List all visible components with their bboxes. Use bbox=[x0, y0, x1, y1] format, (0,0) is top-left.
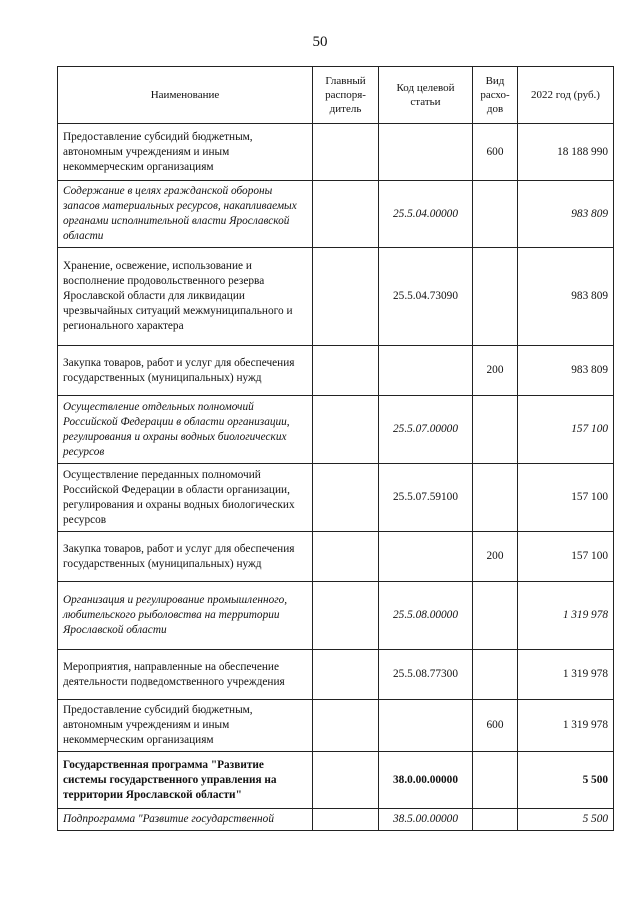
table-row bbox=[58, 248, 614, 346]
table-row bbox=[58, 464, 614, 532]
cell-manager bbox=[313, 532, 379, 582]
table-row bbox=[58, 752, 614, 809]
cell-vr bbox=[473, 181, 518, 248]
table-row bbox=[58, 582, 614, 650]
cell-manager bbox=[313, 700, 379, 752]
cell-vr: 600 bbox=[473, 124, 518, 181]
cell-name: Предоставление субсидий бюджетным, автономным учреждениям и иным некоммерческим организациям bbox=[58, 700, 313, 752]
cell-amount: 18 188 990 bbox=[518, 124, 614, 181]
cell-amount: 1 319 978 bbox=[518, 650, 614, 700]
cell-code bbox=[379, 532, 473, 582]
cell-manager bbox=[313, 809, 379, 831]
cell-amount: 5 500 bbox=[518, 752, 614, 809]
cell-vr bbox=[473, 809, 518, 831]
cell-name: Организация и регулирование промышленного, любительского рыболовства на территории Ярославской области bbox=[58, 582, 313, 650]
table-row bbox=[58, 700, 614, 752]
cell-manager bbox=[313, 582, 379, 650]
cell-code: 25.5.04.73090 bbox=[379, 248, 473, 346]
cell-code: 25.5.08.77300 bbox=[379, 650, 473, 700]
cell-vr bbox=[473, 248, 518, 346]
page-number: 50 bbox=[312, 34, 328, 50]
cell-name: Осуществление отдельных полномочий Российской Федерации в области организации, регулирования и охраны водных биологических ресурсов bbox=[58, 396, 313, 464]
cell-amount: 1 319 978 bbox=[518, 700, 614, 752]
cell-code bbox=[379, 124, 473, 181]
cell-code: 25.5.08.00000 bbox=[379, 582, 473, 650]
cell-manager bbox=[313, 248, 379, 346]
cell-amount: 157 100 bbox=[518, 396, 614, 464]
cell-vr bbox=[473, 464, 518, 532]
header-amount: 2022 год (руб.) bbox=[518, 67, 614, 124]
table-header-row bbox=[58, 67, 614, 124]
cell-vr bbox=[473, 396, 518, 464]
cell-amount: 983 809 bbox=[518, 181, 614, 248]
cell-code bbox=[379, 346, 473, 396]
table-row bbox=[58, 809, 614, 831]
cell-code: 38.0.00.00000 bbox=[379, 752, 473, 809]
cell-name: Закупка товаров, работ и услуг для обеспечения государственных (муниципальных) нужд bbox=[58, 346, 313, 396]
header-code: Код целевой статьи bbox=[379, 67, 473, 124]
cell-amount: 983 809 bbox=[518, 248, 614, 346]
cell-amount: 983 809 bbox=[518, 346, 614, 396]
cell-manager bbox=[313, 396, 379, 464]
cell-manager bbox=[313, 650, 379, 700]
cell-amount: 5 500 bbox=[518, 809, 614, 831]
cell-code bbox=[379, 700, 473, 752]
table-row bbox=[58, 181, 614, 248]
table-row bbox=[58, 532, 614, 582]
cell-amount: 157 100 bbox=[518, 464, 614, 532]
cell-vr: 200 bbox=[473, 532, 518, 582]
cell-amount: 1 319 978 bbox=[518, 582, 614, 650]
header-vr: Вид расхо-дов bbox=[473, 67, 518, 124]
cell-code: 25.5.07.59100 bbox=[379, 464, 473, 532]
cell-name: Предоставление субсидий бюджетным, автономным учреждениям и иным некоммерческим организациям bbox=[58, 124, 313, 181]
cell-code: 38.5.00.00000 bbox=[379, 809, 473, 831]
cell-manager bbox=[313, 464, 379, 532]
cell-vr: 200 bbox=[473, 346, 518, 396]
cell-vr bbox=[473, 752, 518, 809]
cell-name: Подпрограмма "Развитие государственной bbox=[58, 809, 313, 831]
table-row bbox=[58, 396, 614, 464]
cell-manager bbox=[313, 752, 379, 809]
cell-manager bbox=[313, 181, 379, 248]
table-row bbox=[58, 124, 614, 181]
budget-table bbox=[57, 66, 614, 831]
cell-code: 25.5.04.00000 bbox=[379, 181, 473, 248]
table-row bbox=[58, 346, 614, 396]
header-name: Наименование bbox=[58, 67, 313, 124]
cell-name: Закупка товаров, работ и услуг для обеспечения государственных (муниципальных) нужд bbox=[58, 532, 313, 582]
table-body bbox=[58, 124, 614, 831]
cell-vr bbox=[473, 582, 518, 650]
cell-manager bbox=[313, 124, 379, 181]
cell-vr: 600 bbox=[473, 700, 518, 752]
cell-amount: 157 100 bbox=[518, 532, 614, 582]
cell-name: Мероприятия, направленные на обеспечение деятельности подведомственного учреждения bbox=[58, 650, 313, 700]
cell-name: Осуществление переданных полномочий Российской Федерации в области организации, регулирования и охраны водных биологических ресурсов bbox=[58, 464, 313, 532]
cell-code: 25.5.07.00000 bbox=[379, 396, 473, 464]
cell-name: Государственная программа "Развитие системы государственного управления на территории Ярославской области" bbox=[58, 752, 313, 809]
cell-vr bbox=[473, 650, 518, 700]
table-row bbox=[58, 650, 614, 700]
header-manager: Главный распоря-дитель bbox=[313, 67, 379, 124]
cell-name: Содержание в целях гражданской обороны запасов материальных ресурсов, накапливаемых органами исполнительной власти Ярославской области bbox=[58, 181, 313, 248]
cell-manager bbox=[313, 346, 379, 396]
cell-name: Хранение, освежение, использование и восполнение продовольственного резерва Ярославской области для ликвидации чрезвычайных ситуаций межмуниципального и регионального характера bbox=[58, 248, 313, 346]
